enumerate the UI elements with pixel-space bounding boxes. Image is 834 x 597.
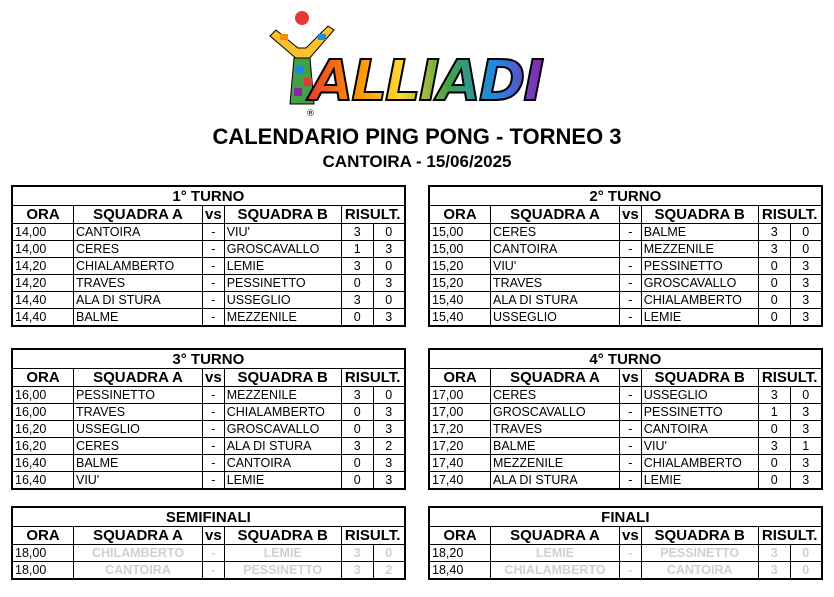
table-heading: FINALI	[429, 507, 822, 527]
col-ora: ORA	[12, 206, 74, 224]
table-row	[429, 241, 822, 258]
score-a-cell: 3	[341, 292, 373, 309]
score-b-cell: 0	[373, 545, 405, 562]
squadra-a-cell: USSEGLIO	[74, 421, 203, 438]
table-heading: 2° TURNO	[429, 186, 822, 206]
score-a-cell: 0	[341, 309, 373, 327]
table-row	[429, 258, 822, 275]
score-b-cell: 3	[373, 275, 405, 292]
score-a-cell: 3	[341, 224, 373, 241]
col-squadra-a: SQUADRA A	[491, 527, 620, 545]
ora-cell: 14,40	[12, 309, 74, 327]
squadra-a-cell: VIU'	[74, 472, 203, 490]
squadra-b-cell: PESSINETTO	[224, 275, 341, 292]
squadra-a-cell: CHIALAMBERTO	[491, 562, 620, 580]
col-squadra-a: SQUADRA A	[74, 527, 203, 545]
score-a-cell: 3	[341, 562, 373, 580]
table-heading: 1° TURNO	[12, 186, 405, 206]
score-b-cell: 0	[373, 387, 405, 404]
ora-cell: 15,40	[429, 309, 491, 327]
vs-cell: -	[203, 387, 225, 404]
score-a-cell: 1	[758, 404, 790, 421]
col-vs: vs	[203, 527, 225, 545]
squadra-b-cell: GROSCAVALLO	[641, 275, 758, 292]
squadra-a-cell: CERES	[491, 224, 620, 241]
score-a-cell: 3	[341, 258, 373, 275]
table-row	[12, 421, 405, 438]
score-b-cell: 3	[790, 292, 822, 309]
score-b-cell: 3	[790, 258, 822, 275]
ora-cell: 14,00	[12, 241, 74, 258]
col-risult: RISULT.	[758, 527, 822, 545]
squadra-b-cell: LEMIE	[224, 545, 341, 562]
col-vs: vs	[203, 206, 225, 224]
score-b-cell: 2	[373, 438, 405, 455]
squadra-b-cell: CHIALAMBERTO	[641, 455, 758, 472]
col-squadra-b: SQUADRA B	[641, 206, 758, 224]
squadra-b-cell: CANTOIRA	[224, 455, 341, 472]
squadra-a-cell: VIU'	[491, 258, 620, 275]
score-a-cell: 3	[758, 438, 790, 455]
ora-cell: 17,20	[429, 438, 491, 455]
vs-cell: -	[203, 309, 225, 327]
vs-cell: -	[620, 387, 642, 404]
col-ora: ORA	[429, 369, 491, 387]
score-a-cell: 0	[758, 455, 790, 472]
col-squadra-b: SQUADRA B	[224, 206, 341, 224]
ora-cell: 18,20	[429, 545, 491, 562]
squadra-a-cell: PESSINETTO	[74, 387, 203, 404]
squadra-b-cell: USSEGLIO	[224, 292, 341, 309]
ora-cell: 17,00	[429, 387, 491, 404]
squadra-b-cell: VIU'	[224, 224, 341, 241]
score-b-cell: 0	[790, 241, 822, 258]
squadra-a-cell: GROSCAVALLO	[491, 404, 620, 421]
score-b-cell: 0	[373, 258, 405, 275]
squadra-b-cell: BALME	[641, 224, 758, 241]
squadra-b-cell: CHIALAMBERTO	[641, 292, 758, 309]
squadra-a-cell: BALME	[74, 455, 203, 472]
table-row	[12, 258, 405, 275]
vs-cell: -	[203, 404, 225, 421]
vs-cell: -	[620, 472, 642, 490]
table-row	[429, 545, 822, 562]
ora-cell: 17,20	[429, 421, 491, 438]
vs-cell: -	[620, 562, 642, 580]
table-row	[12, 404, 405, 421]
score-a-cell: 0	[341, 421, 373, 438]
squadra-b-cell: PESSINETTO	[641, 545, 758, 562]
col-ora: ORA	[12, 369, 74, 387]
squadra-b-cell: CANTOIRA	[641, 421, 758, 438]
score-b-cell: 1	[790, 438, 822, 455]
table-row	[12, 241, 405, 258]
squadra-a-cell: CERES	[74, 241, 203, 258]
table-row	[429, 455, 822, 472]
col-vs: vs	[620, 206, 642, 224]
vs-cell: -	[620, 292, 642, 309]
score-b-cell: 2	[373, 562, 405, 580]
squadra-b-cell: LEMIE	[641, 309, 758, 327]
table-row	[12, 224, 405, 241]
table-row	[12, 472, 405, 490]
squadra-b-cell: MEZZENILE	[224, 309, 341, 327]
squadra-b-cell: ALA DI STURA	[224, 438, 341, 455]
col-vs: vs	[620, 527, 642, 545]
col-squadra-a: SQUADRA A	[491, 369, 620, 387]
schedule-table	[11, 348, 406, 490]
squadra-b-cell: LEMIE	[224, 472, 341, 490]
squadra-b-cell: LEMIE	[224, 258, 341, 275]
squadra-a-cell: TRAVES	[74, 275, 203, 292]
schedule-table	[428, 348, 823, 490]
ora-cell: 18,00	[12, 562, 74, 580]
score-a-cell: 3	[341, 545, 373, 562]
score-a-cell: 3	[758, 545, 790, 562]
score-a-cell: 3	[758, 387, 790, 404]
score-b-cell: 3	[373, 421, 405, 438]
squadra-a-cell: CANTOIRA	[74, 224, 203, 241]
ora-cell: 15,20	[429, 258, 491, 275]
squadra-b-cell: MEZZENILE	[641, 241, 758, 258]
vs-cell: -	[620, 275, 642, 292]
ora-cell: 16,40	[12, 455, 74, 472]
squadra-a-cell: TRAVES	[491, 275, 620, 292]
score-b-cell: 0	[790, 387, 822, 404]
squadra-a-cell: ALA DI STURA	[491, 472, 620, 490]
table-row	[12, 455, 405, 472]
vs-cell: -	[620, 421, 642, 438]
vs-cell: -	[620, 241, 642, 258]
vs-cell: -	[620, 455, 642, 472]
schedule-table	[11, 185, 406, 327]
table-row	[429, 404, 822, 421]
squadra-b-cell: GROSCAVALLO	[224, 241, 341, 258]
score-a-cell: 0	[758, 258, 790, 275]
score-a-cell: 3	[341, 387, 373, 404]
score-a-cell: 0	[341, 455, 373, 472]
table-row	[12, 545, 405, 562]
vs-cell: -	[620, 258, 642, 275]
squadra-a-cell: MEZZENILE	[491, 455, 620, 472]
table-row	[429, 421, 822, 438]
score-a-cell: 0	[341, 275, 373, 292]
vs-cell: -	[620, 545, 642, 562]
col-risult: RISULT.	[341, 369, 405, 387]
squadra-b-cell: CANTOIRA	[641, 562, 758, 580]
ora-cell: 14,00	[12, 224, 74, 241]
col-risult: RISULT.	[341, 527, 405, 545]
table-row	[12, 292, 405, 309]
vs-cell: -	[620, 404, 642, 421]
score-b-cell: 3	[790, 472, 822, 490]
ora-cell: 16,00	[12, 387, 74, 404]
vs-cell: -	[203, 472, 225, 490]
score-a-cell: 0	[758, 292, 790, 309]
squadra-a-cell: TRAVES	[74, 404, 203, 421]
table-row	[12, 275, 405, 292]
squadra-b-cell: MEZZENILE	[224, 387, 341, 404]
score-b-cell: 0	[790, 562, 822, 580]
col-ora: ORA	[429, 527, 491, 545]
vs-cell: -	[203, 275, 225, 292]
squadra-b-cell: PESSINETTO	[641, 258, 758, 275]
squadra-a-cell: BALME	[74, 309, 203, 327]
vs-cell: -	[203, 241, 225, 258]
score-a-cell: 3	[758, 224, 790, 241]
table-row	[12, 309, 405, 327]
ora-cell: 18,40	[429, 562, 491, 580]
score-b-cell: 0	[790, 545, 822, 562]
svg-text:ALLIADI: ALLIADI	[310, 49, 543, 114]
squadra-a-cell: CERES	[491, 387, 620, 404]
ora-cell: 14,20	[12, 258, 74, 275]
col-risult: RISULT.	[758, 369, 822, 387]
page-title: CALENDARIO PING PONG - TORNEO 3	[212, 124, 622, 149]
vs-cell: -	[203, 421, 225, 438]
score-b-cell: 3	[373, 241, 405, 258]
col-squadra-b: SQUADRA B	[641, 369, 758, 387]
squadra-a-cell: USSEGLIO	[491, 309, 620, 327]
vs-cell: -	[620, 438, 642, 455]
score-b-cell: 3	[790, 404, 822, 421]
squadra-a-cell: ALA DI STURA	[74, 292, 203, 309]
score-b-cell: 0	[373, 224, 405, 241]
ora-cell: 15,40	[429, 292, 491, 309]
ora-cell: 16,40	[12, 472, 74, 490]
col-squadra-a: SQUADRA A	[74, 369, 203, 387]
score-b-cell: 3	[373, 309, 405, 327]
valliadi-logo	[262, 8, 562, 120]
squadra-b-cell: PESSINETTO	[641, 404, 758, 421]
score-b-cell: 3	[373, 404, 405, 421]
vs-cell: -	[203, 545, 225, 562]
table-row	[429, 292, 822, 309]
col-squadra-a: SQUADRA A	[491, 206, 620, 224]
squadra-a-cell: CANTOIRA	[491, 241, 620, 258]
ora-cell: 17,00	[429, 404, 491, 421]
col-vs: vs	[620, 369, 642, 387]
score-a-cell: 0	[341, 472, 373, 490]
ora-cell: 14,20	[12, 275, 74, 292]
score-a-cell: 3	[341, 438, 373, 455]
score-b-cell: 0	[373, 292, 405, 309]
col-squadra-b: SQUADRA B	[224, 369, 341, 387]
vs-cell: -	[620, 309, 642, 327]
ora-cell: 17,40	[429, 455, 491, 472]
squadra-a-cell: CERES	[74, 438, 203, 455]
score-a-cell: 3	[758, 562, 790, 580]
score-b-cell: 3	[790, 421, 822, 438]
ora-cell: 16,20	[12, 421, 74, 438]
score-a-cell: 1	[341, 241, 373, 258]
squadra-b-cell: GROSCAVALLO	[224, 421, 341, 438]
col-squadra-a: SQUADRA A	[74, 206, 203, 224]
col-vs: vs	[203, 369, 225, 387]
ora-cell: 15,20	[429, 275, 491, 292]
score-b-cell: 3	[373, 472, 405, 490]
ora-cell: 16,20	[12, 438, 74, 455]
squadra-b-cell: USSEGLIO	[641, 387, 758, 404]
vs-cell: -	[203, 292, 225, 309]
table-row	[429, 275, 822, 292]
ora-cell: 14,40	[12, 292, 74, 309]
table-row	[12, 387, 405, 404]
svg-text:®: ®	[306, 109, 315, 119]
table-heading: 4° TURNO	[429, 349, 822, 369]
table-row	[429, 562, 822, 580]
table-row	[429, 309, 822, 327]
score-a-cell: 0	[341, 404, 373, 421]
score-a-cell: 3	[758, 241, 790, 258]
table-heading: SEMIFINALI	[12, 507, 405, 527]
table-heading: 3° TURNO	[12, 349, 405, 369]
squadra-a-cell: ALA DI STURA	[491, 292, 620, 309]
squadra-b-cell: CHIALAMBERTO	[224, 404, 341, 421]
score-b-cell: 3	[790, 309, 822, 327]
squadra-a-cell: CHIALAMBERTO	[74, 258, 203, 275]
score-b-cell: 0	[790, 224, 822, 241]
col-risult: RISULT.	[758, 206, 822, 224]
ora-cell: 16,00	[12, 404, 74, 421]
squadra-a-cell: BALME	[491, 438, 620, 455]
score-a-cell: 0	[758, 309, 790, 327]
vs-cell: -	[203, 224, 225, 241]
ora-cell: 15,00	[429, 224, 491, 241]
col-risult: RISULT.	[341, 206, 405, 224]
table-row	[12, 438, 405, 455]
score-b-cell: 3	[790, 455, 822, 472]
squadra-a-cell: TRAVES	[491, 421, 620, 438]
vs-cell: -	[203, 438, 225, 455]
vs-cell: -	[203, 562, 225, 580]
schedule-table	[11, 506, 406, 580]
vs-cell: -	[620, 224, 642, 241]
table-row	[429, 472, 822, 490]
vs-cell: -	[203, 258, 225, 275]
score-b-cell: 3	[790, 275, 822, 292]
col-squadra-b: SQUADRA B	[224, 527, 341, 545]
col-ora: ORA	[429, 206, 491, 224]
score-a-cell: 0	[758, 472, 790, 490]
squadra-a-cell: LEMIE	[491, 545, 620, 562]
squadra-a-cell: CANTOIRA	[74, 562, 203, 580]
page-subtitle: CANTOIRA - 15/06/2025	[322, 152, 512, 171]
ora-cell: 17,40	[429, 472, 491, 490]
table-row	[429, 438, 822, 455]
col-squadra-b: SQUADRA B	[641, 527, 758, 545]
vs-cell: -	[203, 455, 225, 472]
squadra-b-cell: VIU'	[641, 438, 758, 455]
table-row	[429, 224, 822, 241]
table-row	[12, 562, 405, 580]
ora-cell: 18,00	[12, 545, 74, 562]
ora-cell: 15,00	[429, 241, 491, 258]
col-ora: ORA	[12, 527, 74, 545]
score-a-cell: 0	[758, 275, 790, 292]
squadra-a-cell: CHILAMBERTO	[74, 545, 203, 562]
score-a-cell: 0	[758, 421, 790, 438]
schedule-table	[428, 185, 823, 327]
squadra-b-cell: LEMIE	[641, 472, 758, 490]
squadra-b-cell: PESSINETTO	[224, 562, 341, 580]
schedule-table	[428, 506, 823, 580]
table-row	[429, 387, 822, 404]
score-b-cell: 3	[373, 455, 405, 472]
